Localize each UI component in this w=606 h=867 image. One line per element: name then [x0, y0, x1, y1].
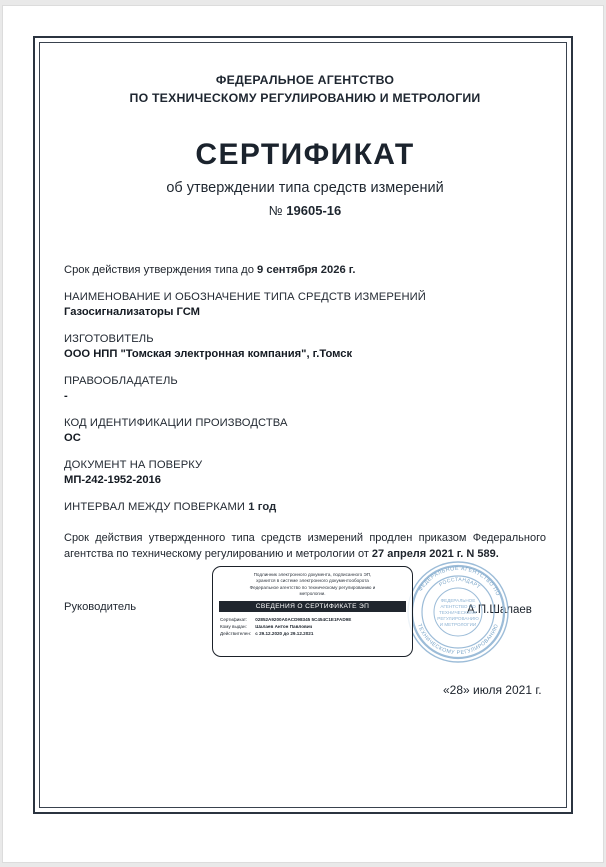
stamp-row-issued-to	[220, 623, 412, 630]
field-label: ПРАВООБЛАДАТЕЛЬ	[64, 375, 178, 387]
stamp-note-line-3: Федеральное агентство по техническому регулированию и	[249, 584, 376, 590]
stamp-row-key: Действителен:	[220, 631, 252, 637]
certificate-content	[35, 38, 575, 816]
field-value: ОС	[64, 432, 81, 444]
approval-validity-label: Срок действия утверждения типа до	[64, 264, 258, 276]
digital-signature-stamp	[212, 566, 413, 657]
svg-text:ФЕДЕРАЛЬНОЕ АГЕНТСТВО ПО: ФЕДЕРАЛЬНОЕ АГЕНТСТВО ПО	[417, 565, 501, 598]
page-title: СЕРТИФИКАТ	[195, 138, 415, 171]
extension-order: 27 апреля 2021 г. N 589.	[371, 548, 499, 560]
field-rights-holder	[64, 374, 544, 404]
agency-line-2: ПО ТЕХНИЧЕСКОМУ РЕГУЛИРОВАНИЮ И МЕТРОЛОГИИ	[129, 91, 481, 105]
signatory-role: Руководитель	[64, 601, 137, 613]
stamp-row-value: 02852A9200A0ACD98345 5C454C1E1FAD9E	[255, 616, 352, 622]
field-label: ДОКУМЕНТ НА ПОВЕРКУ	[64, 459, 203, 471]
field-type-name	[64, 290, 544, 320]
agency-line-1: ФЕДЕРАЛЬНОЕ АГЕНТСТВО	[215, 73, 395, 87]
field-value: -	[64, 390, 68, 402]
stamp-note-line-4: метрологии.	[299, 591, 326, 597]
svg-text:АГЕНТСТВО ПО: АГЕНТСТВО ПО	[440, 604, 476, 609]
stamp-row-key: Кому выдан:	[220, 623, 247, 629]
extension-text: Срок действия утвержденного типа средств измерений продлен приказом Федерального агентства по техническому регулированию и метрологии от	[64, 532, 546, 560]
field-verification-interval	[64, 500, 544, 515]
svg-text:РОССТАНДАРТ: РОССТАНДАРТ	[438, 576, 482, 591]
svg-text:РЕГУЛИРОВАНИЮ: РЕГУЛИРОВАНИЮ	[437, 616, 479, 621]
stamp-row-certificate	[220, 616, 412, 623]
extension-paragraph	[64, 530, 546, 562]
stamp-certificate-details	[220, 616, 412, 638]
page-border-outer	[33, 36, 573, 814]
certificate-subtitle: об утверждении типа средств измерений	[166, 180, 444, 196]
agency-heading	[35, 71, 575, 107]
field-list	[64, 290, 544, 527]
signatory-name: А.П.Шалаев	[467, 604, 532, 616]
approval-validity-date: 9 сентября 2026 г.	[257, 264, 356, 276]
field-label: ИЗГОТОВИТЕЛЬ	[64, 333, 154, 345]
svg-text:ТЕХНИЧЕСКОМУ: ТЕХНИЧЕСКОМУ	[439, 610, 477, 615]
stamp-row-value: с 29.12.2020 до 29.12.2021	[255, 631, 314, 637]
field-manufacturer	[64, 332, 544, 362]
svg-text:ТЕХНИЧЕСКОМУ РЕГУЛИРОВАНИЮ: ТЕХНИЧЕСКОМУ РЕГУЛИРОВАНИЮ	[415, 623, 501, 657]
certificate-page	[3, 6, 603, 862]
interval-value: 1 год	[248, 501, 277, 513]
field-value: ООО НПП "Томская электронная компания", г.Томск	[64, 348, 353, 360]
field-verification-document	[64, 458, 544, 488]
interval-label-text: ИНТЕРВАЛ МЕЖДУ ПОВЕРКАМИ	[64, 501, 249, 513]
approval-validity	[64, 264, 355, 276]
certificate-number-prefix: №	[268, 203, 287, 218]
stamp-banner: СВЕДЕНИЯ О СЕРТИФИКАТЕ ЭП	[219, 601, 406, 612]
stamp-note-line-2: хранится в системе электронного документооборота	[256, 578, 369, 584]
field-label	[64, 500, 544, 515]
field-label: НАИМЕНОВАНИЕ И ОБОЗНАЧЕНИЕ ТИПА СРЕДСТВ ИЗМЕРЕНИЙ	[64, 291, 426, 303]
stamp-row-key: Сертификат:	[220, 616, 248, 622]
field-production-code	[64, 416, 544, 446]
signature-date: «28» июля 2021 г.	[443, 683, 542, 697]
svg-text:И МЕТРОЛОГИИ: И МЕТРОЛОГИИ	[439, 622, 477, 627]
svg-text:ФЕДЕРАЛЬНОЕ: ФЕДЕРАЛЬНОЕ	[440, 598, 476, 603]
field-label: КОД ИДЕНТИФИКАЦИИ ПРОИЗВОДСТВА	[64, 417, 288, 429]
field-value: МП-242-1952-2016	[64, 474, 161, 486]
certificate-number	[35, 203, 575, 218]
stamp-note-line-1: Подлинник электронного документа, подписанного ЭП,	[253, 572, 372, 577]
stamp-row-value: Шалаев Антон Павлович	[255, 623, 313, 629]
field-value: Газосигнализаторы ГСМ	[64, 306, 200, 318]
stamp-row-valid-period	[220, 630, 412, 637]
stamp-note	[219, 572, 406, 598]
certificate-number-value: 19605-16	[286, 203, 342, 218]
